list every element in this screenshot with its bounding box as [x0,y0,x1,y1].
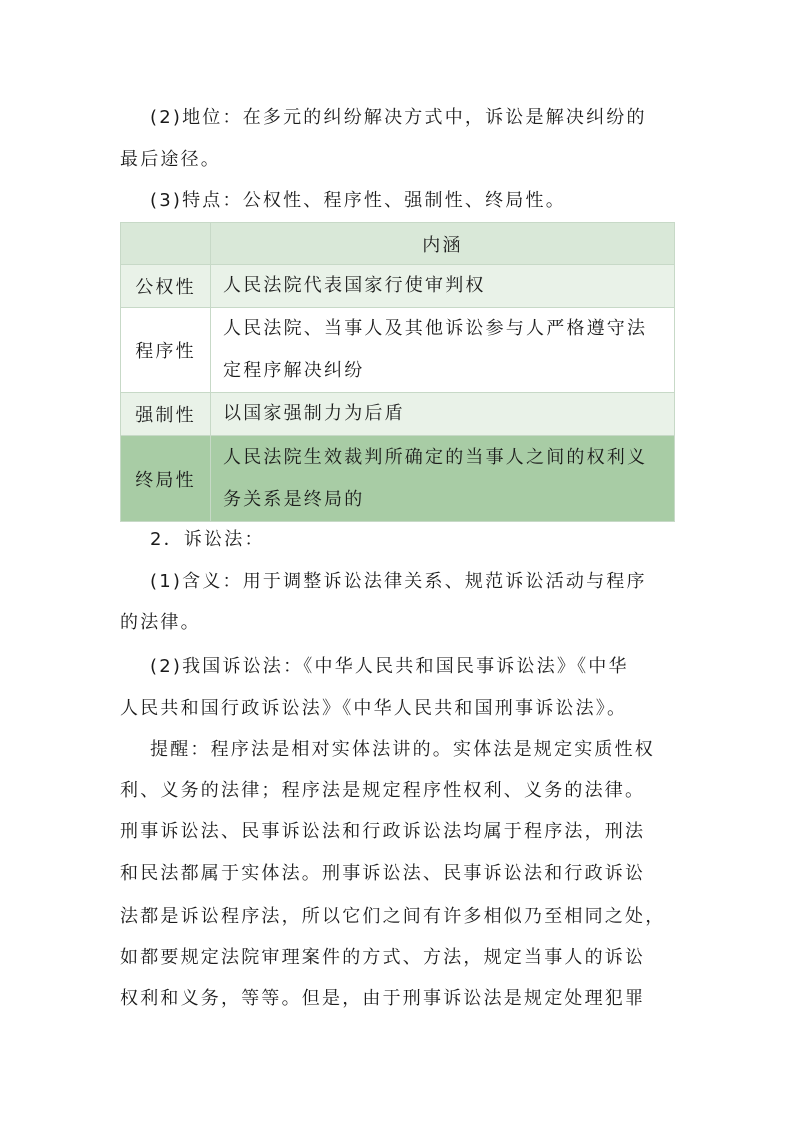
paragraph-features: (3)特点：公权性、程序性、强制性、终局性。 [150,190,566,211]
table-row-label: 强制性 [121,393,211,436]
features-table [120,222,675,522]
table-header-row [121,223,675,265]
table-row-content [211,308,675,393]
paragraph-status-line1: (2)地位：在多元的纠纷解决方式中，诉讼是解决纠纷的 [150,107,647,128]
paragraph-definition-line1: (1)含义：用于调整诉讼法律关系、规范诉讼活动与程序 [150,571,647,592]
table-row-content-line: 人民法院、当事人及其他诉讼参与人严格遵守法 [223,318,648,339]
table-row [121,393,675,436]
paragraph-reminder-line4: 和民法都属于实体法。刑事诉讼法、民事诉讼法和行政诉讼 [120,863,646,884]
paragraph-reminder-line7: 权利和义务，等等。但是，由于刑事诉讼法是规定处理犯罪 [120,988,646,1009]
paragraph-laws-line2: 人民共和国行政诉讼法》《中华人民共和国刑事诉讼法》。 [120,698,628,719]
table-row-content-line: 以国家强制力为后盾 [223,403,405,424]
paragraph-definition-line2: 的法律。 [120,612,201,633]
table-row [121,308,675,393]
table-row-content [211,265,675,308]
paragraph-laws-line1: (2)我国诉讼法：《中华人民共和国民事诉讼法》《中华 [150,656,629,677]
table-row-content-line: 人民法院代表国家行使审判权 [223,275,486,296]
table-row-content-line: 定程序解决纠纷 [223,360,365,381]
section-heading-procedural-law: 2．诉讼法： [150,529,265,550]
table-header-cell-content: 内涵 [211,223,675,265]
table-row-content [211,436,675,522]
table-row [121,265,675,308]
paragraph-reminder-line1: 提醒：程序法是相对实体法讲的。实体法是规定实质性权 [150,739,655,760]
paragraph-reminder-line6: 如都要规定法院审理案件的方式、方法，规定当事人的诉讼 [120,947,646,968]
table-row-label: 程序性 [121,308,211,393]
table-row-content-line: 务关系是终局的 [223,488,365,510]
paragraph-status-line2: 最后途径。 [120,149,221,170]
paragraph-reminder-line5: 法都是诉讼程序法，所以它们之间有许多相似乃至相同之处， [120,906,666,927]
paragraph-reminder-line3: 刑事诉讼法、民事诉讼法和行政诉讼法均属于程序法，刑法 [120,821,646,842]
table-row-content-line: 人民法院生效裁判所确定的当事人之间的权利义 [223,446,648,468]
table-row [121,436,675,522]
table-row-content [211,393,675,436]
table-row-label: 终局性 [121,436,211,522]
table-header-cell-empty [121,223,211,265]
table-row-label: 公权性 [121,265,211,308]
paragraph-reminder-line2: 利、义务的法律；程序法是规定程序性权利、义务的法律。 [120,780,646,801]
